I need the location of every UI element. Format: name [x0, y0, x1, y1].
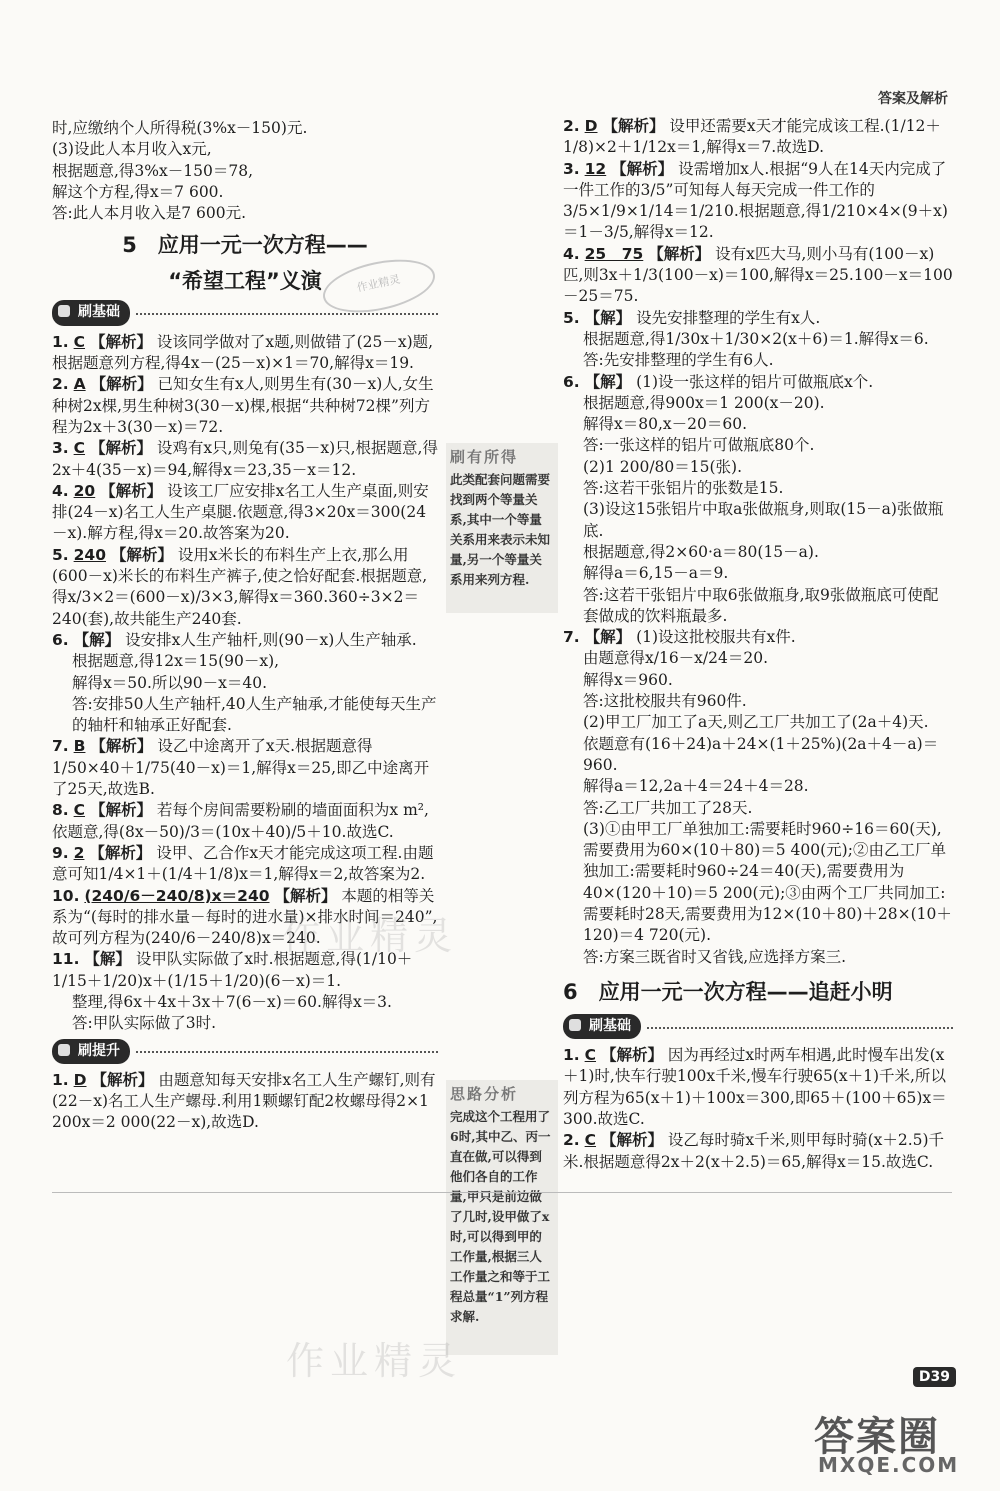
- text-line: 解得x＝960.: [583, 670, 673, 689]
- badge-label: 刷基础: [563, 1014, 641, 1039]
- item-number: 7.: [52, 737, 69, 756]
- item-number: 9.: [52, 843, 69, 862]
- item-text: 设该同学做对了x题,则做错了(25－x)题,根据题意列方程,得4x－(25－x)×1＝70,解得x＝19.: [52, 332, 434, 373]
- answer-item: [52, 800, 438, 843]
- text-line: (3)设此人本月收入x元,: [52, 140, 212, 159]
- page-number: D39: [913, 1367, 956, 1387]
- item-number: 5.: [563, 308, 580, 327]
- item-number: 1.: [563, 1046, 580, 1065]
- item-answer: A: [73, 375, 86, 394]
- sidebar-body: 此类配套问题需要找到两个等量关系,其中一个等量关系用来表示未知量,另一个等量关系用来列方程.: [450, 472, 551, 587]
- item-tag: 【解析】: [100, 481, 163, 500]
- item-answer: (240/6－240/8)x＝240: [84, 886, 270, 905]
- section-badge: [563, 1014, 953, 1039]
- answer-item: [563, 159, 953, 244]
- item-tag: 【解析】: [602, 117, 665, 135]
- answer-item: [52, 481, 438, 545]
- sidebar-note-1: [446, 443, 558, 613]
- section-title: “希望工程”义演: [168, 269, 322, 294]
- item-number: 1.: [52, 1070, 69, 1089]
- item-answer: B: [73, 737, 86, 756]
- item-text: 由题意知每天安排x名工人生产螺钉,则有(22－x)名工人生产螺母.利用1颗螺钉配2枚螺母得2×1 200x＝2 000(22－x),故选D.: [52, 1070, 436, 1132]
- item-number: 2.: [52, 375, 69, 394]
- text-line: 解得a＝6,15－a＝9.: [583, 564, 729, 583]
- item-number: 4.: [52, 481, 69, 500]
- text-line: 由题意得x/16－x/24＝20.: [583, 649, 769, 668]
- item-text: 设甲还需要x天才能完成该工程.(1/12＋1/8)×2＋1/12x＝1,解得x＝7.故选D.: [563, 117, 941, 157]
- item-tag: 【解】: [584, 628, 632, 647]
- stamp: 作业精灵: [318, 251, 439, 322]
- answer-item: [52, 736, 438, 800]
- item-number: 10.: [52, 886, 80, 905]
- answer-item: [563, 244, 953, 308]
- text-line: 解这个方程,得x＝7 600.: [52, 182, 224, 201]
- item-tag: 【解析】: [91, 1070, 154, 1089]
- right-column: [563, 116, 953, 1173]
- watermark: 作业精灵: [282, 914, 459, 958]
- answer-item: [563, 308, 953, 329]
- item-answer: 240: [73, 545, 106, 564]
- dotted-line: [647, 1027, 953, 1029]
- answer-item: [52, 545, 438, 630]
- item-tag: 【解析】: [89, 801, 152, 820]
- item-tag: 【解析】: [90, 375, 153, 394]
- answer-item: [563, 1045, 953, 1130]
- item-number: 3.: [563, 159, 580, 178]
- section-title: 5 应用一元一次方程——: [122, 233, 368, 258]
- sidebar-note-2: [446, 1080, 558, 1355]
- text-line: 答:乙工厂共加工了28天.: [583, 798, 753, 817]
- item-number: 6.: [52, 630, 69, 649]
- item-text: 若每个房间需要粉刷的墙面面积为x m²,依题意,得(8x－50)/3＝(10x＋40)/5＋10.故选C.: [52, 801, 429, 841]
- answer-item: [52, 1070, 438, 1134]
- text-line: 解得x＝80,x－20＝60.: [583, 415, 748, 434]
- dotted-line: [136, 313, 438, 315]
- site-logo: 答案圈: [814, 1414, 940, 1460]
- item-text: 设该工厂应安排x名工人生产桌面,则安排(24－x)名工人生产桌腿.依题意,得3×20x＝300(24－x).解方程,得x＝20.故答案为20.: [52, 481, 429, 543]
- text-line: 根据题意,得900x＝1 200(x－20).: [583, 393, 825, 412]
- site-url: MXQE.COM: [818, 1453, 960, 1477]
- text-line: (3)①由甲工厂单独加工:需要耗时960÷16＝60(天),需要费用为60×(10＋80)＝5 400(元);②由乙工厂单独加工:需要耗时960÷24＝40(天),需要费用为40×(120＋10)＝5 200(元);③由两个工厂共同加工:需要耗时28天,需要费用为12×(10＋80)＋28×(10＋120)＝4 720(元).: [583, 819, 952, 945]
- text-line: 时,应缴纳个人所得税(3%x－150)元.: [52, 119, 308, 137]
- item-tag: 【解析】: [89, 332, 152, 351]
- text-line: 根据题意,得12x＝15(90－x),: [72, 652, 280, 671]
- item-answer: C: [584, 1131, 597, 1150]
- watermark: 作业精灵: [286, 1339, 463, 1383]
- item-tag: 【解析】: [600, 1046, 663, 1065]
- item-tag: 【解析】: [648, 244, 711, 263]
- text-line: 解得x＝50.所以90－x＝40.: [72, 673, 268, 692]
- item-answer: C: [73, 801, 86, 820]
- item-number: 3.: [52, 439, 69, 458]
- item-text: 设需增加x人.根据“9人在14天内完成了一件工作的3/5”可知每人每天完成一件工作的3/5×1/9×1/14＝1/210.根据题意,得1/210×4×(9＋x)＝1－3/5,解得x＝12.: [563, 159, 948, 242]
- item-text: 设甲队实际做了x时.根据题意,得(1/10＋1/15＋1/20)x＋(1/15＋1/20)(6－x)＝1.: [52, 950, 413, 990]
- text-line: (2)甲工厂加工了a天,则乙工厂共加工了(2a＋4)天.: [583, 713, 929, 732]
- item-number: 2.: [563, 1131, 580, 1150]
- item-tag: 【解析】: [89, 843, 152, 862]
- sidebar-title: 刷有所得: [450, 448, 519, 466]
- item-tag: 【解】: [84, 950, 131, 969]
- text-line: 答:这若干张铝片中取6张做瓶身,取9张做瓶底可使配套做成的饮料瓶最多.: [583, 585, 939, 625]
- answer-item: [563, 372, 953, 393]
- item-answer: 2: [73, 843, 85, 862]
- item-number: 7.: [563, 628, 580, 647]
- item-text: 设甲、乙合作x天才能完成这项工程.由题意可知1/4×1＋(1/4＋1/8)x＝1,解得x＝2,故答案为2.: [52, 843, 434, 884]
- text-line: 答:这若干张铝片的张数是15.: [583, 479, 784, 498]
- sidebar-title: 思路分析: [450, 1085, 519, 1103]
- item-answer: D: [73, 1070, 87, 1089]
- item-number: 5.: [52, 545, 69, 564]
- item-answer: 25 75: [584, 244, 644, 263]
- item-tag: 【解析】: [90, 737, 153, 756]
- section-badge: [52, 1039, 438, 1064]
- answer-item: [52, 438, 438, 481]
- text-line: 答:此人本月收入是7 600元.: [52, 204, 247, 223]
- answer-item: [563, 116, 953, 159]
- item-text: 本题的相等关系为“(每时的排水量－每时的进水量)×排水时间＝240”,故可列方程为(240/6－240/8)x＝240.: [52, 886, 438, 948]
- item-answer: C: [73, 439, 86, 458]
- dotted-line: [136, 1051, 438, 1053]
- text-line: 答:先安排整理的学生有6人.: [583, 351, 774, 370]
- sidebar-body: 完成这个工程用了6时,其中乙、丙一直在做,可以得到他们各自的工作量,甲只是前边做了几时,设甲做了x时,可以得到甲的工作量,根据三人工作量之和等于工程总量“1”列方程求解.: [450, 1109, 551, 1324]
- item-tag: 【解析】: [611, 159, 674, 178]
- text-line: 解得a＝12,2a＋4＝24＋4＝28.: [583, 777, 809, 796]
- item-number: 1.: [52, 332, 69, 351]
- item-answer: C: [73, 332, 86, 351]
- section-title: 6 应用一元一次方程——追赶小明: [563, 979, 893, 1004]
- item-number: 11.: [52, 950, 80, 969]
- answer-item: [563, 1130, 953, 1173]
- text-line: 根据题意,得1/30x＋1/30×2(x＋6)＝1.解得x＝6.: [583, 329, 929, 348]
- item-tag: 【解】: [584, 372, 632, 391]
- item-text: 因为再经过x时两车相遇,此时慢车出发(x＋1)时,快车行驶100x千米,慢车行驶65(x＋1)千米,所以列方程为65(x＋1)＋100x＝300,即65＋(100＋65)x＝300.故选C.: [563, 1046, 947, 1129]
- badge-label: 刷提升: [52, 1039, 130, 1064]
- item-tag: 【解】: [73, 630, 121, 649]
- text-line: 答:这批校服共有960件.: [583, 692, 747, 711]
- text-line: 根据题意,得3%x－150＝78,: [52, 161, 253, 180]
- item-tag: 【解析】: [600, 1131, 663, 1150]
- text-line: (2)1 200/80＝15(张).: [583, 457, 743, 476]
- text-line: 答:一张这样的铝片可做瓶底80个.: [583, 436, 815, 455]
- text-line: 依题意有(16＋24)a＋24×(1＋25%)(2a＋4－a)＝960.: [583, 734, 939, 774]
- item-text: 设用x米长的布料生产上衣,那么用(600－x)米长的布料生产裤子,使之恰好配套.根据题意,得x/3×2＝(600－x)/3×3,解得x＝360.360÷3×2＝240(套),故共能生产240套.: [52, 545, 428, 628]
- answer-item: [52, 374, 438, 438]
- badge-label: 刷基础: [52, 300, 130, 325]
- item-text: 设鸡有x只,则兔有(35－x)只,根据题意,得2x＋4(35－x)＝94,解得x＝23,35－x＝12.: [52, 439, 438, 479]
- item-tag: 【解析】: [110, 545, 173, 564]
- text-line: 整理,得6x＋4x＋3x＋7(6－x)＝60.解得x＝3.: [72, 992, 392, 1011]
- answer-item: [52, 843, 438, 886]
- text-line: 答:安排50人生产轴杆,40人生产轴承,才能使每天生产的轴杆和轴承正好配套.: [72, 694, 437, 735]
- item-text: 设有x匹大马,则小马有(100－x)匹,则3x＋1/3(100－x)＝100,解得x＝25.100－x＝100－25＝75.: [563, 244, 953, 306]
- answer-item: [563, 627, 953, 648]
- item-text: 已知女生有x人,则男生有(30－x)人,女生种树2x棵,男生种树3(30－x)棵,根据“共种树72棵”列方程为2x＋3(30－x)＝72.: [52, 375, 434, 436]
- item-tag: 【解析】: [274, 886, 337, 905]
- item-text: 设安排x人生产轴杆,则(90－x)人生产轴承.: [125, 630, 417, 649]
- item-text: (1)设一张这样的铝片可做瓶底x个.: [636, 372, 874, 391]
- item-answer: C: [584, 1046, 597, 1065]
- text-line: 答:方案三既省时又省钱,应选择方案三.: [583, 947, 847, 966]
- item-tag: 【解析】: [89, 439, 152, 458]
- item-answer: D: [584, 117, 598, 135]
- text-line: 答:甲队实际做了3时.: [72, 1014, 217, 1033]
- text-line: 根据题意,得2×60·a＝80(15－a).: [583, 542, 819, 561]
- item-text: 设乙每时骑x千米,则甲每时骑(x＋2.5)千米.根据题意得2x＋2(x＋2.5)＝65,解得x＝15.故选C.: [563, 1131, 945, 1171]
- item-answer: 20: [73, 481, 96, 500]
- item-answer: 12: [584, 159, 607, 178]
- divider: [52, 1192, 952, 1193]
- page-header: 答案及解析: [878, 91, 948, 107]
- item-number: 2.: [563, 117, 580, 135]
- answer-item: [52, 332, 438, 375]
- item-tag: 【解】: [584, 308, 632, 327]
- answer-item: [52, 630, 438, 651]
- item-number: 8.: [52, 801, 69, 820]
- item-text: 设先安排整理的学生有x人.: [636, 308, 821, 327]
- item-number: 4.: [563, 244, 580, 263]
- item-text: 设乙中途离开了x天.根据题意得1/50×40＋1/75(40－x)＝1,解得x＝25,即乙中途离开了25天,故选B.: [52, 737, 430, 799]
- item-text: (1)设这批校服共有x件.: [636, 628, 796, 647]
- text-line: (3)设这15张铝片中取a张做瓶身,则取(15－a)张做瓶底.: [583, 500, 944, 540]
- item-number: 6.: [563, 372, 580, 391]
